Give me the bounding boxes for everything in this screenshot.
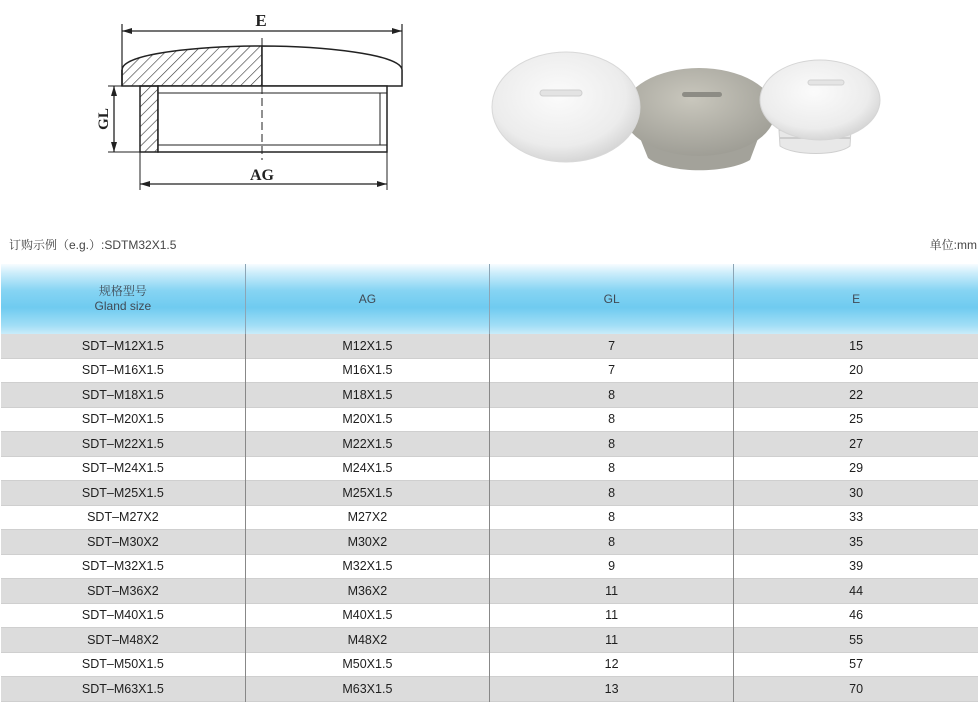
cell-gl: 12 <box>490 652 734 677</box>
cell-gland-size: SDT–M40X1.5 <box>1 603 245 628</box>
header-gl: GL <box>490 264 734 334</box>
cell-gl: 8 <box>490 530 734 555</box>
cell-ag: M36X2 <box>245 579 489 604</box>
unit-label: 单位:mm <box>929 238 977 252</box>
cell-e: 70 <box>734 677 978 702</box>
cell-gland-size: SDT–M25X1.5 <box>1 481 245 506</box>
cell-ag: M27X2 <box>245 505 489 530</box>
cell-gl: 8 <box>490 383 734 408</box>
cell-gland-size: SDT–M63X1.5 <box>1 677 245 702</box>
cell-e: 35 <box>734 530 978 555</box>
technical-drawing <box>96 8 420 193</box>
cell-gl: 8 <box>490 505 734 530</box>
table-row <box>1 603 978 628</box>
table-row <box>1 652 978 677</box>
cell-ag: M24X1.5 <box>245 456 489 481</box>
table-row <box>1 481 978 506</box>
cell-e: 20 <box>734 358 978 383</box>
header-e: E <box>734 264 978 334</box>
table-row <box>1 579 978 604</box>
cell-gl: 7 <box>490 358 734 383</box>
cell-ag: M50X1.5 <box>245 652 489 677</box>
cell-gl: 11 <box>490 579 734 604</box>
cell-ag: M25X1.5 <box>245 481 489 506</box>
table-row <box>1 432 978 457</box>
cell-e: 44 <box>734 579 978 604</box>
cell-gland-size: SDT–M12X1.5 <box>1 334 245 358</box>
cell-e: 27 <box>734 432 978 457</box>
cell-ag: M63X1.5 <box>245 677 489 702</box>
spec-table <box>1 264 978 702</box>
table-header-row <box>1 264 978 334</box>
cell-ag: M18X1.5 <box>245 383 489 408</box>
cell-e: 33 <box>734 505 978 530</box>
table-row <box>1 505 978 530</box>
label-gl: GL <box>96 108 112 130</box>
cell-e: 39 <box>734 554 978 579</box>
product-photo <box>488 50 888 180</box>
header-size-cn: 规格型号 <box>98 284 147 298</box>
cell-ag: M32X1.5 <box>245 554 489 579</box>
cell-gland-size: SDT–M36X2 <box>1 579 245 604</box>
cell-e: 46 <box>734 603 978 628</box>
cell-e: 22 <box>734 383 978 408</box>
cell-ag: M48X2 <box>245 628 489 653</box>
table-row <box>1 383 978 408</box>
cell-ag: M12X1.5 <box>245 334 489 358</box>
table-row <box>1 456 978 481</box>
header-size-en: Gland size <box>94 299 152 313</box>
cell-gl: 11 <box>490 603 734 628</box>
cell-gl: 8 <box>490 481 734 506</box>
cell-gl: 8 <box>490 432 734 457</box>
cell-gl: 13 <box>490 677 734 702</box>
cell-gland-size: SDT–M32X1.5 <box>1 554 245 579</box>
cell-gland-size: SDT–M20X1.5 <box>1 407 245 432</box>
cell-gland-size: SDT–M30X2 <box>1 530 245 555</box>
cell-e: 30 <box>734 481 978 506</box>
cell-e: 57 <box>734 652 978 677</box>
cell-gland-size: SDT–M27X2 <box>1 505 245 530</box>
cell-gland-size: SDT–M48X2 <box>1 628 245 653</box>
cell-gland-size: SDT–M24X1.5 <box>1 456 245 481</box>
cell-gl: 8 <box>490 456 734 481</box>
cell-ag: M20X1.5 <box>245 407 489 432</box>
table-row <box>1 334 978 358</box>
cell-ag: M22X1.5 <box>245 432 489 457</box>
cell-e: 29 <box>734 456 978 481</box>
cell-gland-size: SDT–M18X1.5 <box>1 383 245 408</box>
header-gland-size <box>1 264 245 334</box>
cell-e: 15 <box>734 334 978 358</box>
cell-ag: M30X2 <box>245 530 489 555</box>
table-row <box>1 554 978 579</box>
table-row <box>1 677 978 702</box>
header-ag: AG <box>245 264 489 334</box>
label-e: E <box>255 11 267 30</box>
cell-e: 25 <box>734 407 978 432</box>
cell-gl: 9 <box>490 554 734 579</box>
cell-ag: M16X1.5 <box>245 358 489 383</box>
label-ag: AG <box>250 167 274 184</box>
table-row <box>1 628 978 653</box>
cell-ag: M40X1.5 <box>245 603 489 628</box>
cell-gland-size: SDT–M50X1.5 <box>1 652 245 677</box>
table-body <box>1 334 978 701</box>
cell-gland-size: SDT–M22X1.5 <box>1 432 245 457</box>
cell-gland-size: SDT–M16X1.5 <box>1 358 245 383</box>
cell-gl: 11 <box>490 628 734 653</box>
table-row <box>1 358 978 383</box>
cell-gl: 7 <box>490 334 734 358</box>
table-row <box>1 530 978 555</box>
cell-e: 55 <box>734 628 978 653</box>
table-row <box>1 407 978 432</box>
order-example: 订购示例（e.g.）:SDTM32X1.5 <box>9 238 177 252</box>
cell-gl: 8 <box>490 407 734 432</box>
